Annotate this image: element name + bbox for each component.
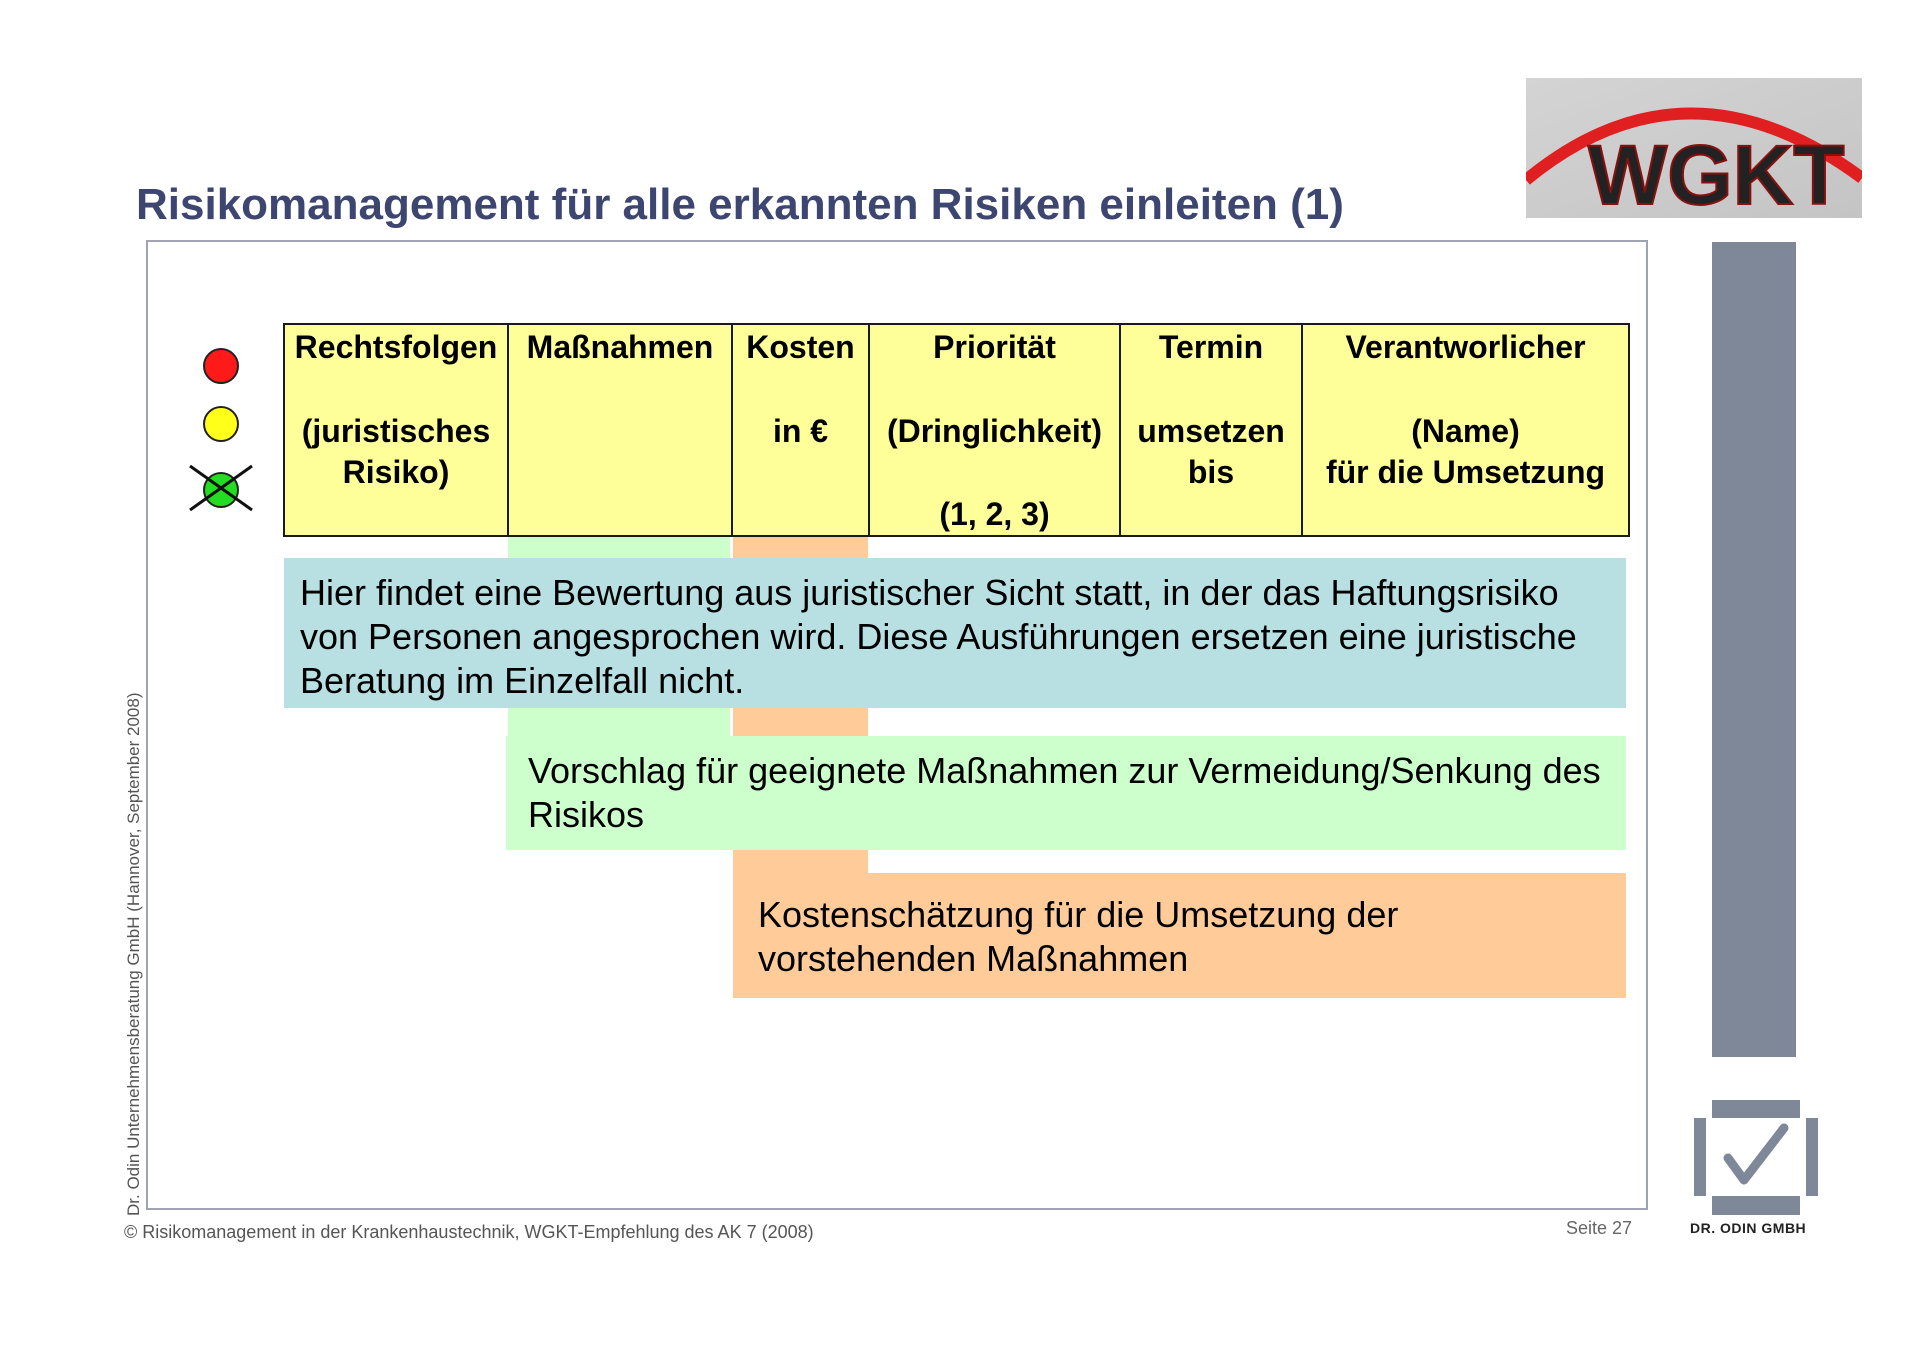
slide-title: Risikomanagement für alle erkannten Risiken einleiten (1) [136, 180, 1344, 229]
header-line: Maßnahmen [526, 329, 714, 365]
wgkt-logo-text: WGKT [1588, 128, 1845, 218]
odin-label: DR. ODIN GMBH [1690, 1220, 1807, 1236]
header-line: Rechtsfolgen [294, 329, 498, 365]
header-kosten [732, 324, 869, 536]
header-line: Verantworlicher [1345, 329, 1586, 365]
header-line: (juristisches [301, 413, 491, 449]
callout-rechtsfolgen: Hier findet eine Bewertung aus juristischer Sicht statt, in der das Haftungsrisiko von Personen angesprochen wird. Diese Ausführungen ersetzen eine juristische Beratung im Einzelfall nicht. [284, 558, 1626, 708]
traffic-light-red [203, 348, 239, 384]
header-line: (Dringlichkeit) [886, 413, 1103, 449]
header-line: umsetzen [1137, 413, 1285, 449]
header-line: in € [772, 413, 829, 449]
vertical-copyright: Dr. Odin Unternehmensberatung GmbH (Hannover, September 2008) [124, 692, 143, 1216]
header-line: Priorität [933, 329, 1056, 365]
odin-checkmark-logo [1694, 1100, 1818, 1215]
header-rechtsfolgen [284, 324, 508, 536]
header-verantwortlicher [1302, 324, 1629, 536]
header-massnahmen [508, 324, 732, 536]
risk-header-table [283, 323, 1630, 537]
cross-out-icon [186, 460, 256, 516]
header-line: Kosten [746, 329, 855, 365]
header-termin [1120, 324, 1302, 536]
header-prioritaet [869, 324, 1120, 536]
traffic-light-yellow [203, 406, 239, 442]
side-bar [1712, 242, 1796, 1057]
header-line: Risiko) [342, 454, 450, 490]
header-line: bis [1187, 454, 1235, 490]
footer-copyright: © Risikomanagement in der Krankenhaustechnik, WGKT-Empfehlung des AK 7 (2008) [124, 1222, 814, 1242]
page-number: Seite 27 [1566, 1218, 1633, 1238]
callout-massnahmen: Vorschlag für geeignete Maßnahmen zur Vermeidung/Senkung des Risikos [506, 736, 1626, 850]
header-line: (Name) [1411, 413, 1520, 449]
wgkt-logo [1526, 78, 1862, 218]
header-line: für die Umsetzung [1325, 454, 1606, 490]
header-line: (1, 2, 3) [939, 496, 1050, 532]
callout-kosten: Kostenschätzung für die Umsetzung der vorstehenden Maßnahmen [733, 873, 1626, 998]
header-line: Termin [1158, 329, 1264, 365]
wgkt-logo-graphic [1526, 78, 1862, 218]
